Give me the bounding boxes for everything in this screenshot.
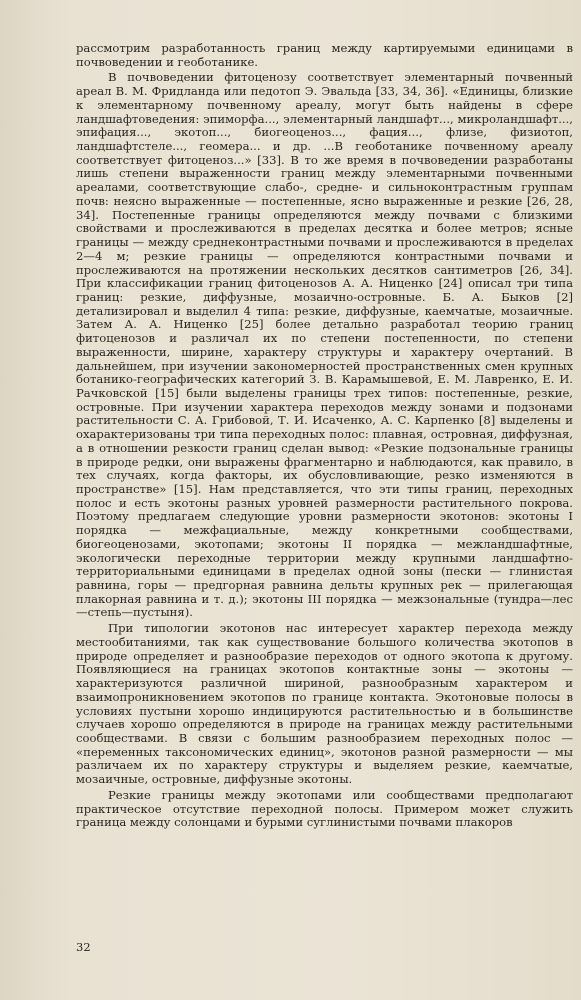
page-number: 32	[76, 940, 91, 954]
paragraph-ecotone-typology: При типологии экотонов нас интересует характер перехода между местообитаниями, так как существование большого количества экотопов в природе определяет и разнообразие переходов от одного экотопа к другому. Появляющиеся на границах экотопов контактные зоны — экотоны — характеризуются различной шириной, разнообразным характером и взаимопроникновением экотопов по границе контакта. Экотоновые полосы в условиях пустыни хорошо индицируются растительностью и в большинстве случаев хорошо определяются в природе на границах между растительными сообществами. В связи с большим разнообразием переходных полос — «переменных таксономических единиц», экотонов разной размерности — мы различаем их по характеру структуры и выделяем резкие, каемчатые, мозаичные, островные, диффузные экотоны.	[76, 621, 573, 787]
paragraph-sharp-boundaries: Резкие границы между экотопами или сообществами предполагают практическое отсутствие переходной полосы. Примером может служить граница между солонцами и бурыми суглинистыми почвами плакоров	[76, 787, 573, 830]
paragraph-continuation: рассмотрим разработанность границ между картируемыми единицами в почвоведении и геоботанике.	[76, 41, 573, 69]
paragraph-soil-boundaries: В почвоведении фитоценозу соответствует элементарный почвенный ареал В. М. Фридланда или педотоп Э. Эвальда [33, 34, 36]. «Единицы, близкие к элементарному почвенному ареалу, могут быть найдены в сфере ландшафтоведения: эпиморфа..., элементарный ландшафт..., микроландшафт..., эпифация..., экотоп..., биогеоценоз..., фация..., флизе, физиотоп, ландшафтстеле..., геомера... и др. ...В геоботанике почвенному ареалу соответствует фитоценоз...» [33]. В то же время в почвоведении разработаны лишь степени выраженности границ между элементарными почвенными ареалами, соответствующие слабо-, средне- и сильноконтрастным группам почв: неясно выраженные — постепенные, ясно выраженные и резкие [26, 28, 34]. Постепенные границы определяются между почвами с близкими свойствами и прослеживаются в пределах десятка и более метров; ясные границы — между среднеконтрастными почвами и прослеживаются в пределах 2—4 м; резкие границы — определяются контрастными почвами и прослеживаются на протяжении нескольких десятков сантиметров [26, 34]. При классификации границ фитоценозов А. А. Ниценко [24] описал три типа границ: резкие, диффузные, мозаично-островные. Б. А. Быков [2] детализировал и выделил 4 типа: резкие, диффузные, каемчатые, мозаичные. Затем А. А. Ниценко [25] более детально разработал теорию границ фитоценозов и различал их по степени постепенности, по степени выраженности, ширине, характеру структуры и характеру очертаний. В дальнейшем, при изучении закономерностей пространственных смен крупных ботанико-географических категорий З. В. Карамышевой, Е. М. Лавренко, Е. И. Рачковской [15] были выделены границы трех типов: постепенные, резкие, островные. При изучении характера переходов между зонами и подзонами растительности С. А. Грибовой, Т. И. Исаченко, А. С. Карпенко [8] выделены и охарактеризованы три типа переходных полос: плавная, островная, диффузная, а в отношении резкости границ сделан вывод: «Резкие подзональные границы в природе редки, они выражены фрагментарно и наблюдаются, как правило, в тех случаях, когда факторы, их обусловливающие, резко изменяются в пространстве» [15]. Нам представляется, что эти типы границ, переходных полос и есть экотоны разных уровней размерности растительного покрова. Поэтому предлагаем следующие уровни размерности экотонов: экотоны I порядка — межфациальные, между конкретными сообществами, биогеоценозами, экотопами; экотоны II порядка — межландшафтные, экологически переходные территории между крупными ландшафтно-территориальными единицами в пределах одной зоны (пески — глинистая равнина, горы — предгорная равнина дельты крупных рек — прилегающая плакорная равнина и т. д.); экотоны III порядка — межзональные (тундра—лес—степь—пустыня).	[76, 70, 573, 620]
page-text	[76, 42, 573, 830]
